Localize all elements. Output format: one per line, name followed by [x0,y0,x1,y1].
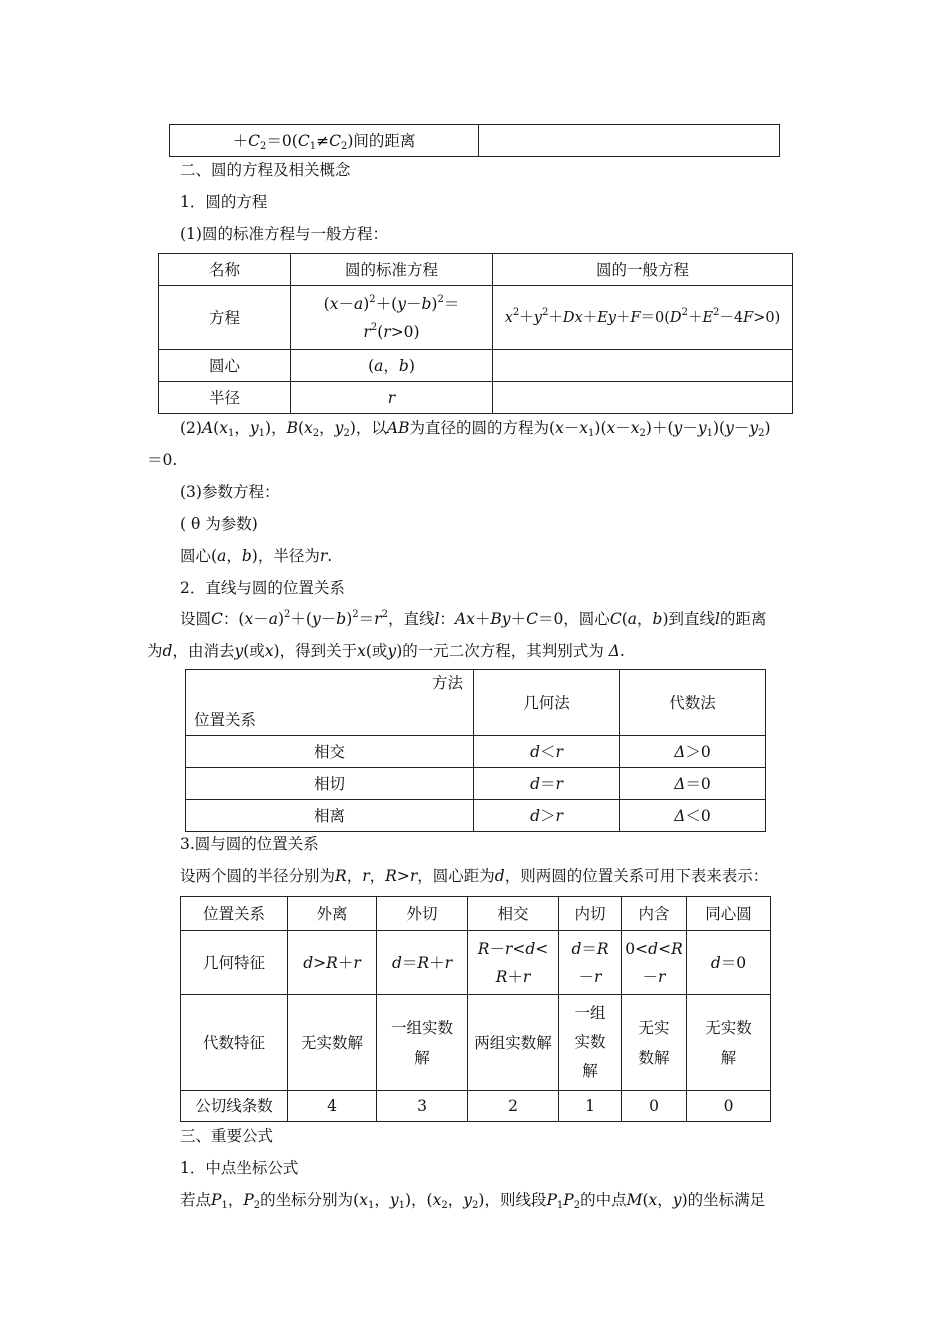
cc-algebra-intersect: 两组实数解 [468,995,559,1091]
algebra-intersect: Δ＞0 [620,736,766,768]
algebra-separate: Δ＜0 [620,800,766,832]
radius-value: r [291,382,493,414]
relation-intersect: 相交 [186,736,474,768]
center-general-empty [493,350,793,382]
geometry-intersect: d＜r [474,736,620,768]
cc-header-relation: 位置关系 [181,897,288,931]
corner-top: 方法 [431,674,463,692]
col-geometry: 几何法 [474,670,620,736]
top-table-formula-cell: $+C_2=0(C_1\ne C_2)$间的距离 [170,125,479,157]
cc-algebra-concentric: 无实数解 [687,995,771,1091]
header-general: 圆的一般方程 [493,254,793,286]
cc-tangent-intersect: 2 [468,1091,559,1122]
line-circle-text2: 为d，由消去y(或x)，得到关于x(或y)的一元二次方程，其判别式为 Δ. [147,642,625,660]
algebra-tangent: Δ＝0 [620,768,766,800]
top-table-empty-cell [479,125,780,157]
param-note: ( θ 为参数) [180,515,258,533]
cc-tangent-ext-tangent: 3 [377,1091,468,1122]
midpoint-text: 若点$P_1$，$P_2$的坐标分别为($x_1$，$y_1$)，($x_2$，$y_2$)，则线段$P_1P_2$的中点M(x，y)的坐标满足 [180,1191,766,1211]
center-value: (a，b) [291,350,493,382]
circle-equation-table [158,253,793,414]
standard-equation: $(x-a)^2+(y-b)^2=$ $r^2(r>0)$ [291,286,493,350]
cc-header-contain: 内含 [622,897,687,931]
corner-cell [186,670,474,736]
geometry-tangent: d＝r [474,768,620,800]
cc-geometry-contain: 0<d<R －r [622,931,687,995]
section2-item2-line2: ＝0. [147,451,178,469]
top-table-fragment [169,124,780,157]
cc-header-int-tangent: 内切 [559,897,622,931]
cc-algebra-outer: 无实数解 [288,995,377,1091]
cc-tangent-concentric: 0 [687,1091,771,1122]
cc-tangent-contain: 0 [622,1091,687,1122]
cc-tangent-outer: 4 [288,1091,377,1122]
relation-separate: 相离 [186,800,474,832]
section2-sub2: 2．直线与圆的位置关系 [180,579,345,597]
cc-header-outer: 外离 [288,897,377,931]
cc-tangent-int-tangent: 1 [559,1091,622,1122]
radius-general-empty [493,382,793,414]
geometry-separate: d＞r [474,800,620,832]
cc-header-ext-tangent: 外切 [377,897,468,931]
cc-header-concentric: 同心圆 [687,897,771,931]
section2-heading: 二、圆的方程及相关概念 [180,161,351,179]
relation-tangent: 相切 [186,768,474,800]
general-equation: $x^2+y^2+Dx+Ey+F=0(D^2+E^2-4F>0)$ [493,286,793,350]
cc-header-intersect: 相交 [468,897,559,931]
section3-sub1: 1．中点坐标公式 [180,1159,299,1177]
row-center-label: 圆心 [159,350,291,382]
section2-item2-line1: $(2)A(x_1$，$y_1$)，$B(x_2$，$y_2$)，以AB为直径的圆的方程为$(x-x_1)(x-x_2)+(y-y_1)(y-y_2)$ [180,419,771,439]
cc-algebra-int-tangent: 一组实数解 [559,995,622,1091]
section2-item1: (1)圆的标准方程与一般方程： [180,225,388,243]
header-name: 名称 [159,254,291,286]
cc-geometry-concentric: d＝0 [687,931,771,995]
cc-geometry-label: 几何特征 [181,931,288,995]
cc-tangent-label: 公切线条数 [181,1091,288,1122]
cc-geometry-int-tangent: d＝R －r [559,931,622,995]
center-radius-text: 圆心(a，b)，半径为r. [180,547,333,565]
row-radius-label: 半径 [159,382,291,414]
col-algebra: 代数法 [620,670,766,736]
cc-algebra-label: 代数特征 [181,995,288,1091]
section2-sub3: 3.圆与圆的位置关系 [180,835,319,853]
cc-algebra-ext-tangent: 一组实数解 [377,995,468,1091]
circles-text: 设两个圆的半径分别为R，r，R>r，圆心距为d，则两圆的位置关系可用下表来表示： [180,867,769,885]
cc-geometry-outer: d>R＋r [288,931,377,995]
corner-bottom: 位置关系 [194,711,257,729]
section3-heading: 三、重要公式 [180,1127,274,1145]
section2-item3: (3)参数方程： [180,483,280,501]
section2-sub1: 1．圆的方程 [180,193,268,211]
line-circle-table [185,669,766,832]
line-circle-text1: 设圆C：$(x-a)^2+(y-b)^2=r^2$，直线l：Ax＋By＋C＝0，圆心C(a，b)到直线l的距离 [180,609,767,628]
cc-geometry-intersect: R－r<d< R＋r [468,931,559,995]
cc-geometry-ext-tangent: d＝R＋r [377,931,468,995]
header-standard: 圆的标准方程 [291,254,493,286]
circles-table [180,896,771,1122]
cc-algebra-contain: 无实数解 [622,995,687,1091]
row-equation-label: 方程 [159,286,291,350]
